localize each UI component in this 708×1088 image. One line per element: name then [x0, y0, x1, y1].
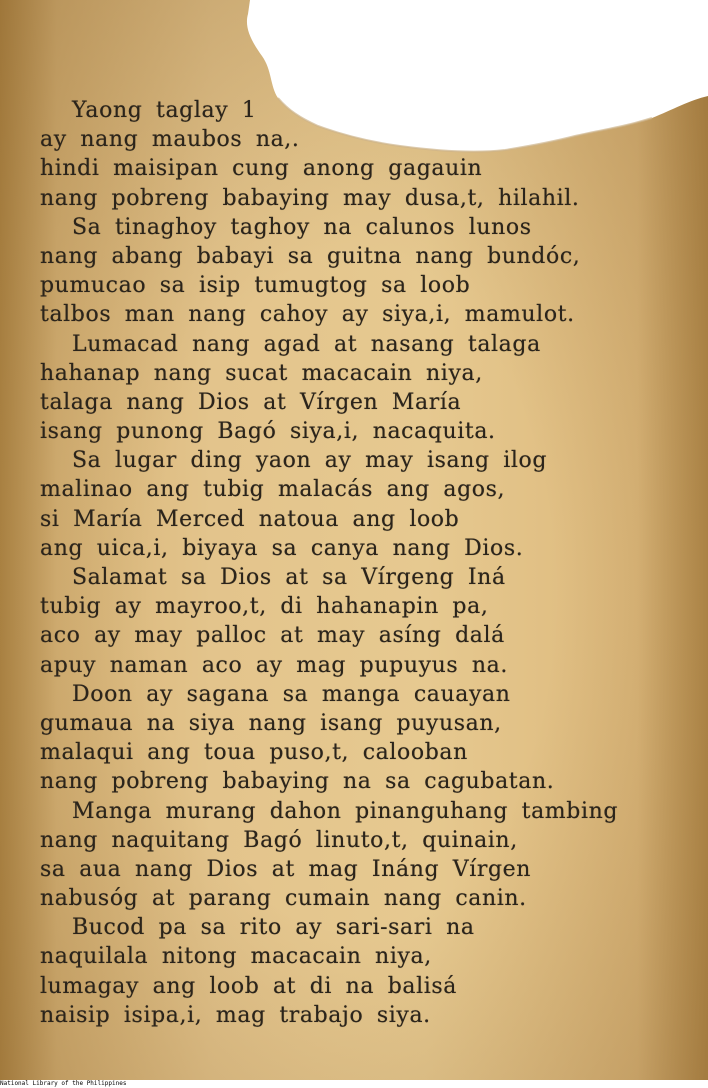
verse-text: [40, 96, 650, 1030]
verse-line: malinao ang tubig malacás ang agos,: [40, 477, 506, 503]
verse-line: Salamat sa Dios at sa Vírgeng Iná: [72, 565, 506, 590]
verse-line: talaga nang Dios at Vírgen María: [40, 389, 462, 415]
verse-line: naquilala nitong macacain niya,: [40, 944, 432, 970]
verse-line: nabusóg at parang cumain nang canin.: [40, 886, 527, 912]
verse-line: Doon ay sagana sa manga cauayan: [72, 681, 511, 707]
verse-line: nang pobreng babaying na sa cagubatan.: [40, 769, 555, 795]
verse-line: hindi maisipan cung anong gagauin: [40, 156, 483, 182]
verse-line: isang punong Bagó siya,i, nacaquita.: [40, 419, 496, 445]
verse-line: Sa lugar ding yaon ay may isang ilog: [72, 448, 548, 474]
verse-line: Sa tinaghoy taghoy na calunos lunos: [72, 214, 532, 240]
verse-line: naisip isipa,i, mag trabajo siya.: [40, 1002, 431, 1028]
verse-line: pumucao sa isip tumugtog sa loob: [40, 273, 471, 299]
verse-line: lumagay ang loob at di na balisá: [40, 973, 457, 999]
verse-line: Manga murang dahon pinanguhang tambing: [72, 798, 619, 824]
verse-line: gumaua na siya nang isang puyusan,: [40, 710, 502, 736]
verse-line: nang naquitang Bagó linuto,t, quinain,: [40, 827, 518, 853]
verse-line: nang abang babayi sa guitna nang bundóc,: [40, 243, 581, 269]
verse-line: aco ay may palloc at may asíng dalá: [40, 623, 505, 649]
verse-line: talbos man nang cahoy ay siya,i, mamulot.: [40, 302, 575, 328]
verse-line: hahanap nang sucat macacain niya,: [40, 360, 483, 386]
verse-line: Yaong taglay 1: [72, 98, 257, 123]
verse-line: sa aua nang Dios at mag Ináng Vírgen: [40, 856, 532, 882]
verse-line: ay nang maubos na,.: [40, 127, 300, 153]
verse-line: nang pobreng babaying may dusa,t, hilahil.: [40, 185, 580, 211]
library-credit: National Library of the Philippines: [0, 1080, 127, 1087]
verse-line: si María Merced natoua ang loob: [40, 506, 460, 532]
verse-line: tubig ay mayroo,t, di hahanapin pa,: [40, 594, 489, 620]
verse-line: Bucod pa sa rito ay sari-sari na: [72, 915, 475, 941]
verse-line: apuy naman aco ay mag pupuyus na.: [40, 652, 508, 678]
verse-line: Lumacad nang agad at nasang talaga: [72, 331, 541, 357]
verse-line: ang uica,i, biyaya sa canya nang Dios.: [40, 535, 524, 561]
verse-line: malaqui ang toua puso,t, calooban: [40, 740, 468, 766]
